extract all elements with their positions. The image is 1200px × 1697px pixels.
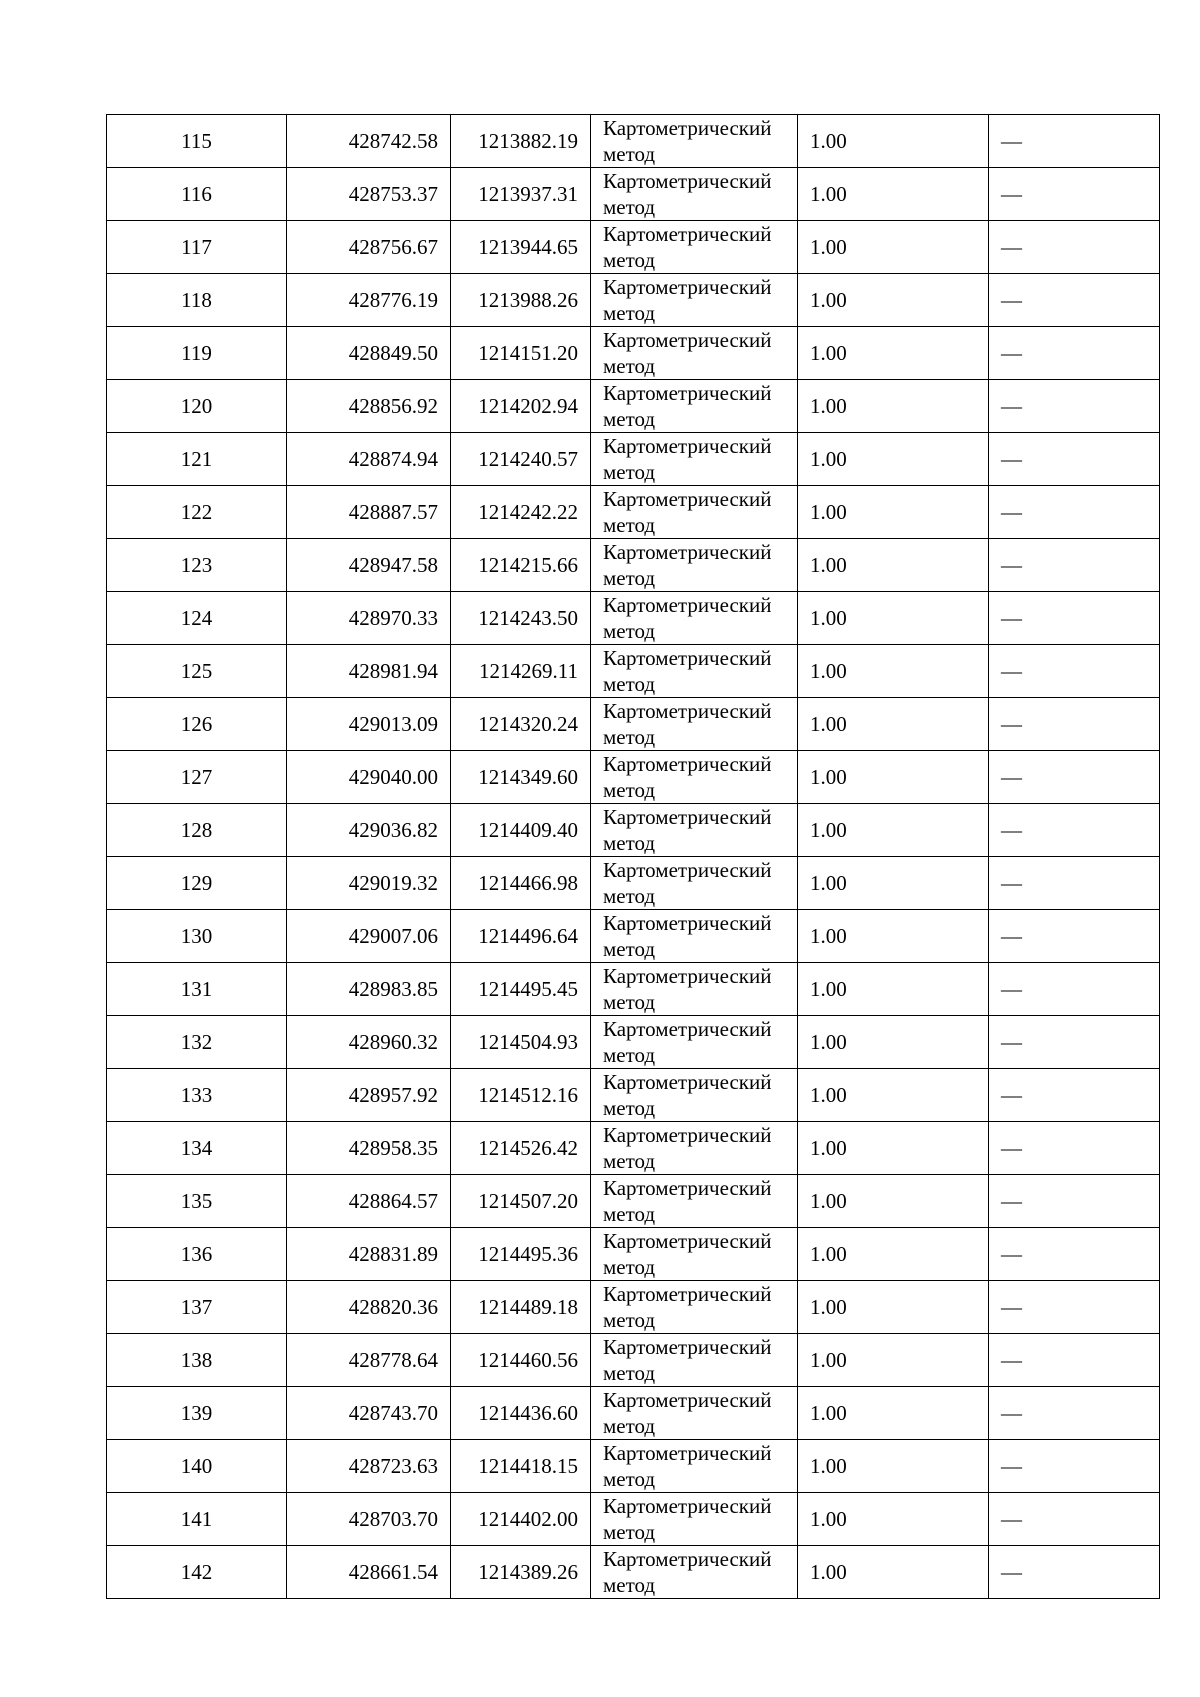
description-cell: — bbox=[989, 1546, 1160, 1599]
x-coordinate-cell: 429040.00 bbox=[287, 751, 451, 804]
point-number-cell: 133 bbox=[107, 1069, 287, 1122]
accuracy-cell: 1.00 bbox=[798, 274, 989, 327]
y-coordinate-cell: 1214320.24 bbox=[451, 698, 591, 751]
method-cell bbox=[591, 1334, 798, 1387]
method-cell bbox=[591, 1281, 798, 1334]
table-row bbox=[107, 1175, 1160, 1228]
method-text: Картометрический метод bbox=[603, 1388, 772, 1438]
method-text: Картометрический метод bbox=[603, 1070, 772, 1120]
x-coordinate-cell: 428874.94 bbox=[287, 433, 451, 486]
method-text: Картометрический метод bbox=[603, 646, 772, 696]
x-coordinate-cell: 428742.58 bbox=[287, 115, 451, 168]
method-cell bbox=[591, 539, 798, 592]
method-cell bbox=[591, 1387, 798, 1440]
method-text: Картометрический метод bbox=[603, 275, 772, 325]
point-number-cell: 136 bbox=[107, 1228, 287, 1281]
method-text: Картометрический метод bbox=[603, 116, 772, 166]
accuracy-cell: 1.00 bbox=[798, 486, 989, 539]
coordinates-table bbox=[106, 114, 1160, 1599]
method-cell bbox=[591, 1122, 798, 1175]
point-number-cell: 128 bbox=[107, 804, 287, 857]
point-number-cell: 138 bbox=[107, 1334, 287, 1387]
x-coordinate-cell: 428864.57 bbox=[287, 1175, 451, 1228]
accuracy-cell: 1.00 bbox=[798, 751, 989, 804]
y-coordinate-cell: 1214389.26 bbox=[451, 1546, 591, 1599]
description-cell: — bbox=[989, 857, 1160, 910]
method-cell bbox=[591, 592, 798, 645]
x-coordinate-cell: 429036.82 bbox=[287, 804, 451, 857]
accuracy-cell: 1.00 bbox=[798, 1069, 989, 1122]
method-text: Картометрический метод bbox=[603, 805, 772, 855]
y-coordinate-cell: 1214349.60 bbox=[451, 751, 591, 804]
point-number-cell: 116 bbox=[107, 168, 287, 221]
description-cell: — bbox=[989, 1069, 1160, 1122]
description-cell: — bbox=[989, 115, 1160, 168]
table-row bbox=[107, 1069, 1160, 1122]
accuracy-cell: 1.00 bbox=[798, 115, 989, 168]
table-row bbox=[107, 1334, 1160, 1387]
y-coordinate-cell: 1213988.26 bbox=[451, 274, 591, 327]
description-cell: — bbox=[989, 1334, 1160, 1387]
x-coordinate-cell: 428849.50 bbox=[287, 327, 451, 380]
accuracy-cell: 1.00 bbox=[798, 380, 989, 433]
y-coordinate-cell: 1214507.20 bbox=[451, 1175, 591, 1228]
description-cell: — bbox=[989, 1281, 1160, 1334]
x-coordinate-cell: 429013.09 bbox=[287, 698, 451, 751]
table-row bbox=[107, 221, 1160, 274]
description-cell: — bbox=[989, 1228, 1160, 1281]
method-text: Картометрический метод bbox=[603, 328, 772, 378]
accuracy-cell: 1.00 bbox=[798, 1546, 989, 1599]
method-cell bbox=[591, 1440, 798, 1493]
method-text: Картометрический метод bbox=[603, 222, 772, 272]
x-coordinate-cell: 428981.94 bbox=[287, 645, 451, 698]
description-cell: — bbox=[989, 221, 1160, 274]
method-text: Картометрический метод bbox=[603, 1282, 772, 1332]
table-row bbox=[107, 1440, 1160, 1493]
method-cell bbox=[591, 327, 798, 380]
method-text: Картометрический метод bbox=[603, 487, 772, 537]
x-coordinate-cell: 428756.67 bbox=[287, 221, 451, 274]
x-coordinate-cell: 428778.64 bbox=[287, 1334, 451, 1387]
table-row bbox=[107, 698, 1160, 751]
method-text: Картометрический метод bbox=[603, 752, 772, 802]
y-coordinate-cell: 1214240.57 bbox=[451, 433, 591, 486]
method-cell bbox=[591, 645, 798, 698]
y-coordinate-cell: 1214489.18 bbox=[451, 1281, 591, 1334]
y-coordinate-cell: 1214496.64 bbox=[451, 910, 591, 963]
point-number-cell: 122 bbox=[107, 486, 287, 539]
point-number-cell: 125 bbox=[107, 645, 287, 698]
method-text: Картометрический метод bbox=[603, 434, 772, 484]
x-coordinate-cell: 428661.54 bbox=[287, 1546, 451, 1599]
y-coordinate-cell: 1213944.65 bbox=[451, 221, 591, 274]
table-row bbox=[107, 274, 1160, 327]
table-row bbox=[107, 380, 1160, 433]
y-coordinate-cell: 1214495.45 bbox=[451, 963, 591, 1016]
x-coordinate-cell: 428723.63 bbox=[287, 1440, 451, 1493]
accuracy-cell: 1.00 bbox=[798, 910, 989, 963]
y-coordinate-cell: 1214418.15 bbox=[451, 1440, 591, 1493]
method-cell bbox=[591, 1069, 798, 1122]
y-coordinate-cell: 1214409.40 bbox=[451, 804, 591, 857]
table-row bbox=[107, 1281, 1160, 1334]
method-cell bbox=[591, 433, 798, 486]
y-coordinate-cell: 1214202.94 bbox=[451, 380, 591, 433]
point-number-cell: 120 bbox=[107, 380, 287, 433]
table-row bbox=[107, 857, 1160, 910]
method-text: Картометрический метод bbox=[603, 1229, 772, 1279]
method-text: Картометрический метод bbox=[603, 381, 772, 431]
point-number-cell: 119 bbox=[107, 327, 287, 380]
accuracy-cell: 1.00 bbox=[798, 1493, 989, 1546]
description-cell: — bbox=[989, 327, 1160, 380]
description-cell: — bbox=[989, 539, 1160, 592]
point-number-cell: 132 bbox=[107, 1016, 287, 1069]
x-coordinate-cell: 428753.37 bbox=[287, 168, 451, 221]
x-coordinate-cell: 429007.06 bbox=[287, 910, 451, 963]
y-coordinate-cell: 1213937.31 bbox=[451, 168, 591, 221]
accuracy-cell: 1.00 bbox=[798, 1175, 989, 1228]
method-text: Картометрический метод bbox=[603, 1176, 772, 1226]
point-number-cell: 123 bbox=[107, 539, 287, 592]
coordinates-table-body bbox=[107, 115, 1160, 1599]
table-row bbox=[107, 1546, 1160, 1599]
method-text: Картометрический метод bbox=[603, 964, 772, 1014]
method-cell bbox=[591, 380, 798, 433]
point-number-cell: 134 bbox=[107, 1122, 287, 1175]
y-coordinate-cell: 1214495.36 bbox=[451, 1228, 591, 1281]
method-text: Картометрический метод bbox=[603, 1441, 772, 1491]
accuracy-cell: 1.00 bbox=[798, 857, 989, 910]
accuracy-cell: 1.00 bbox=[798, 592, 989, 645]
accuracy-cell: 1.00 bbox=[798, 698, 989, 751]
description-cell: — bbox=[989, 645, 1160, 698]
y-coordinate-cell: 1214402.00 bbox=[451, 1493, 591, 1546]
accuracy-cell: 1.00 bbox=[798, 1228, 989, 1281]
description-cell: — bbox=[989, 1440, 1160, 1493]
point-number-cell: 129 bbox=[107, 857, 287, 910]
x-coordinate-cell: 428983.85 bbox=[287, 963, 451, 1016]
x-coordinate-cell: 428776.19 bbox=[287, 274, 451, 327]
table-row bbox=[107, 486, 1160, 539]
table-row bbox=[107, 433, 1160, 486]
accuracy-cell: 1.00 bbox=[798, 433, 989, 486]
description-cell: — bbox=[989, 698, 1160, 751]
method-cell bbox=[591, 274, 798, 327]
method-cell bbox=[591, 751, 798, 804]
point-number-cell: 135 bbox=[107, 1175, 287, 1228]
point-number-cell: 137 bbox=[107, 1281, 287, 1334]
description-cell: — bbox=[989, 1016, 1160, 1069]
x-coordinate-cell: 428957.92 bbox=[287, 1069, 451, 1122]
y-coordinate-cell: 1214504.93 bbox=[451, 1016, 591, 1069]
table-row bbox=[107, 963, 1160, 1016]
point-number-cell: 124 bbox=[107, 592, 287, 645]
table-row bbox=[107, 592, 1160, 645]
point-number-cell: 139 bbox=[107, 1387, 287, 1440]
method-cell bbox=[591, 1016, 798, 1069]
x-coordinate-cell: 428743.70 bbox=[287, 1387, 451, 1440]
accuracy-cell: 1.00 bbox=[798, 1440, 989, 1493]
description-cell: — bbox=[989, 910, 1160, 963]
x-coordinate-cell: 428960.32 bbox=[287, 1016, 451, 1069]
x-coordinate-cell: 428947.58 bbox=[287, 539, 451, 592]
description-cell: — bbox=[989, 963, 1160, 1016]
y-coordinate-cell: 1214215.66 bbox=[451, 539, 591, 592]
description-cell: — bbox=[989, 433, 1160, 486]
method-cell bbox=[591, 1493, 798, 1546]
description-cell: — bbox=[989, 592, 1160, 645]
description-cell: — bbox=[989, 1387, 1160, 1440]
method-cell bbox=[591, 910, 798, 963]
method-cell bbox=[591, 963, 798, 1016]
table-row bbox=[107, 1016, 1160, 1069]
y-coordinate-cell: 1214242.22 bbox=[451, 486, 591, 539]
method-cell bbox=[591, 221, 798, 274]
table-row bbox=[107, 1493, 1160, 1546]
y-coordinate-cell: 1214512.16 bbox=[451, 1069, 591, 1122]
point-number-cell: 140 bbox=[107, 1440, 287, 1493]
x-coordinate-cell: 428887.57 bbox=[287, 486, 451, 539]
method-text: Картометрический метод bbox=[603, 540, 772, 590]
point-number-cell: 126 bbox=[107, 698, 287, 751]
y-coordinate-cell: 1214466.98 bbox=[451, 857, 591, 910]
table-row bbox=[107, 327, 1160, 380]
point-number-cell: 127 bbox=[107, 751, 287, 804]
y-coordinate-cell: 1214436.60 bbox=[451, 1387, 591, 1440]
method-cell bbox=[591, 698, 798, 751]
accuracy-cell: 1.00 bbox=[798, 645, 989, 698]
x-coordinate-cell: 428856.92 bbox=[287, 380, 451, 433]
method-text: Картометрический метод bbox=[603, 1123, 772, 1173]
accuracy-cell: 1.00 bbox=[798, 168, 989, 221]
accuracy-cell: 1.00 bbox=[798, 327, 989, 380]
point-number-cell: 118 bbox=[107, 274, 287, 327]
table-row bbox=[107, 804, 1160, 857]
description-cell: — bbox=[989, 380, 1160, 433]
accuracy-cell: 1.00 bbox=[798, 1122, 989, 1175]
x-coordinate-cell: 428831.89 bbox=[287, 1228, 451, 1281]
point-number-cell: 121 bbox=[107, 433, 287, 486]
accuracy-cell: 1.00 bbox=[798, 539, 989, 592]
description-cell: — bbox=[989, 751, 1160, 804]
x-coordinate-cell: 428958.35 bbox=[287, 1122, 451, 1175]
method-cell bbox=[591, 1546, 798, 1599]
table-row bbox=[107, 1387, 1160, 1440]
description-cell: — bbox=[989, 804, 1160, 857]
point-number-cell: 141 bbox=[107, 1493, 287, 1546]
description-cell: — bbox=[989, 486, 1160, 539]
x-coordinate-cell: 428703.70 bbox=[287, 1493, 451, 1546]
point-number-cell: 130 bbox=[107, 910, 287, 963]
description-cell: — bbox=[989, 168, 1160, 221]
method-cell bbox=[591, 857, 798, 910]
table-row bbox=[107, 1228, 1160, 1281]
y-coordinate-cell: 1213882.19 bbox=[451, 115, 591, 168]
method-text: Картометрический метод bbox=[603, 1335, 772, 1385]
y-coordinate-cell: 1214243.50 bbox=[451, 592, 591, 645]
table-row bbox=[107, 539, 1160, 592]
method-cell bbox=[591, 168, 798, 221]
accuracy-cell: 1.00 bbox=[798, 1016, 989, 1069]
accuracy-cell: 1.00 bbox=[798, 804, 989, 857]
description-cell: — bbox=[989, 1175, 1160, 1228]
method-text: Картометрический метод bbox=[603, 699, 772, 749]
method-text: Картометрический метод bbox=[603, 911, 772, 961]
method-text: Картометрический метод bbox=[603, 169, 772, 219]
method-text: Картометрический метод bbox=[603, 1547, 772, 1597]
accuracy-cell: 1.00 bbox=[798, 1334, 989, 1387]
point-number-cell: 142 bbox=[107, 1546, 287, 1599]
y-coordinate-cell: 1214460.56 bbox=[451, 1334, 591, 1387]
y-coordinate-cell: 1214526.42 bbox=[451, 1122, 591, 1175]
method-text: Картометрический метод bbox=[603, 593, 772, 643]
accuracy-cell: 1.00 bbox=[798, 1281, 989, 1334]
x-coordinate-cell: 428970.33 bbox=[287, 592, 451, 645]
table-row bbox=[107, 645, 1160, 698]
table-row bbox=[107, 115, 1160, 168]
point-number-cell: 131 bbox=[107, 963, 287, 1016]
method-cell bbox=[591, 115, 798, 168]
table-row bbox=[107, 168, 1160, 221]
description-cell: — bbox=[989, 1493, 1160, 1546]
method-cell bbox=[591, 1175, 798, 1228]
accuracy-cell: 1.00 bbox=[798, 1387, 989, 1440]
x-coordinate-cell: 428820.36 bbox=[287, 1281, 451, 1334]
table-row bbox=[107, 910, 1160, 963]
method-text: Картометрический метод bbox=[603, 1494, 772, 1544]
accuracy-cell: 1.00 bbox=[798, 963, 989, 1016]
y-coordinate-cell: 1214151.20 bbox=[451, 327, 591, 380]
method-text: Картометрический метод bbox=[603, 1017, 772, 1067]
description-cell: — bbox=[989, 274, 1160, 327]
method-cell bbox=[591, 804, 798, 857]
description-cell: — bbox=[989, 1122, 1160, 1175]
point-number-cell: 115 bbox=[107, 115, 287, 168]
x-coordinate-cell: 429019.32 bbox=[287, 857, 451, 910]
method-cell bbox=[591, 1228, 798, 1281]
y-coordinate-cell: 1214269.11 bbox=[451, 645, 591, 698]
point-number-cell: 117 bbox=[107, 221, 287, 274]
method-text: Картометрический метод bbox=[603, 858, 772, 908]
accuracy-cell: 1.00 bbox=[798, 221, 989, 274]
table-row bbox=[107, 1122, 1160, 1175]
table-row bbox=[107, 751, 1160, 804]
method-cell bbox=[591, 486, 798, 539]
